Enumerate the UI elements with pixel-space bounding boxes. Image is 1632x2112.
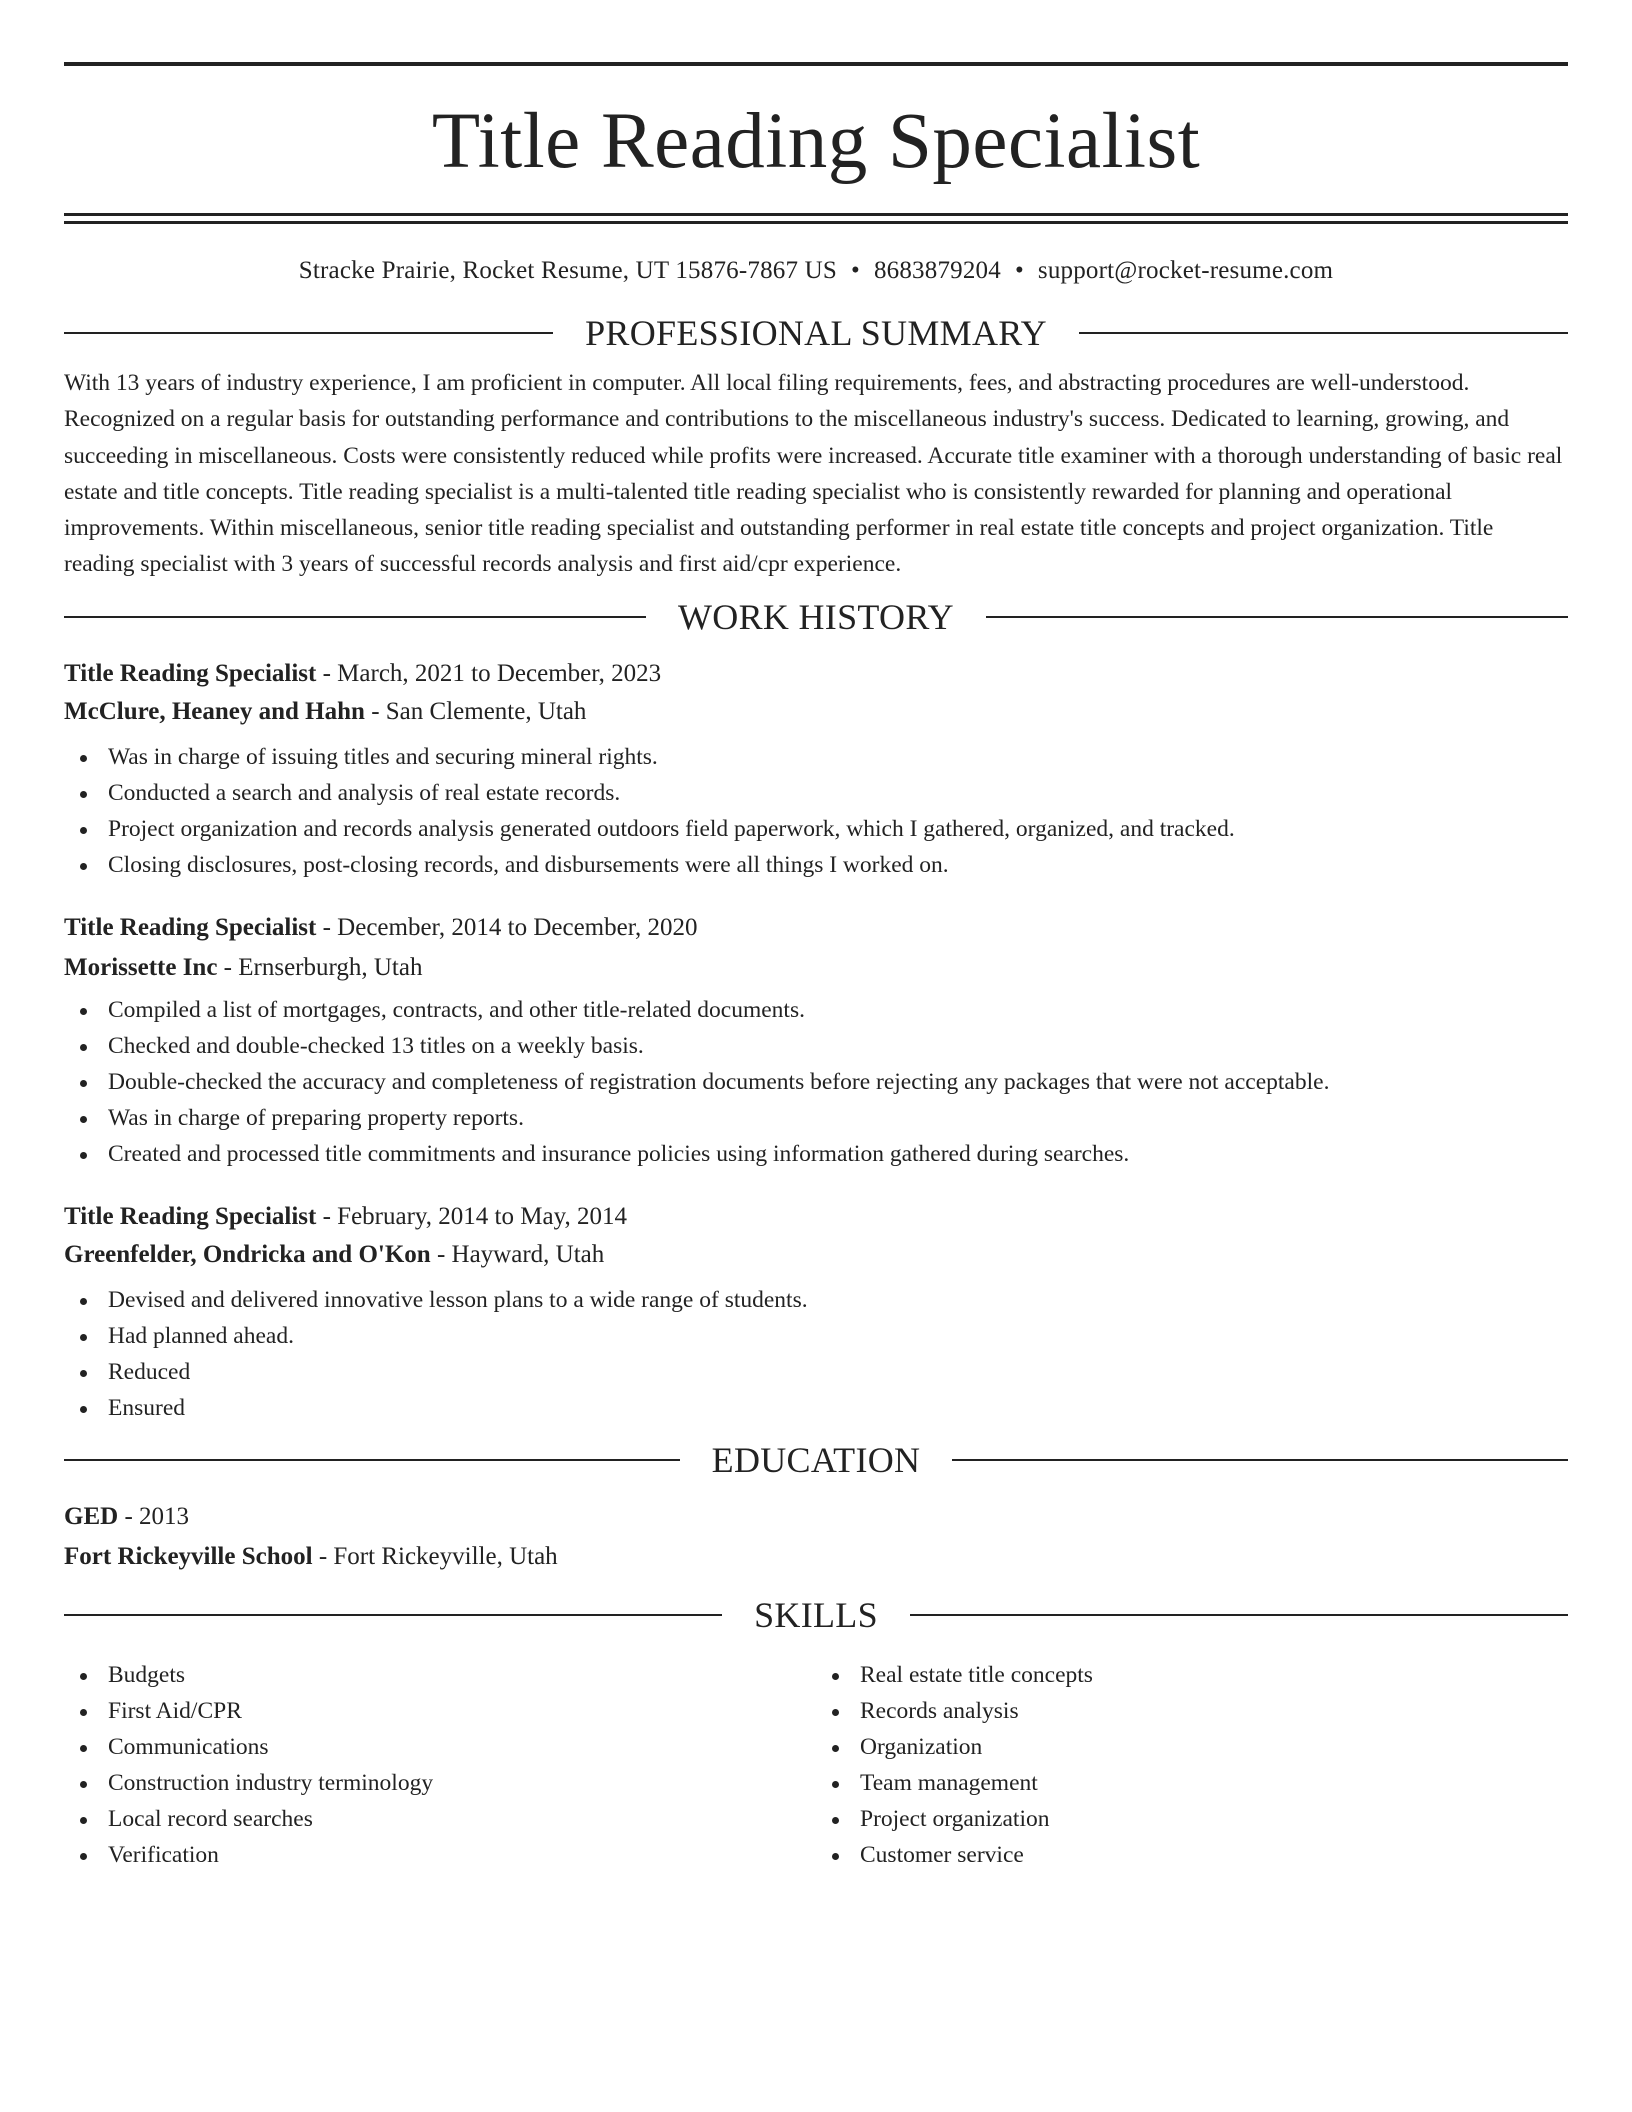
heading-rule-right xyxy=(952,1459,1568,1461)
job-bullet: Ensured xyxy=(64,1390,1568,1426)
summary-heading-label: PROFESSIONAL SUMMARY xyxy=(585,313,1047,353)
job-bullet: Compiled a list of mortgages, contracts, and other title-related documents. xyxy=(64,992,1568,1028)
job-bullets xyxy=(64,992,1568,1172)
job-bullet: Devised and delivered innovative lesson plans to a wide range of students. xyxy=(64,1282,1568,1318)
education-heading xyxy=(64,1440,1568,1480)
skills-list-right xyxy=(816,1657,1568,1873)
skill-item: Project organization xyxy=(816,1801,1568,1837)
job-bullet: Reduced xyxy=(64,1354,1568,1390)
summary-text: With 13 years of industry experience, I am proficient in computer. All local filing requirements, fees, and abstracting procedures are well-understood. Recognized on a regular basis for outstanding performance and contributions to the miscellaneous industry's success. Dedicated to learning, growing, and succeeding in miscellaneous. Costs were consistently reduced while profits were increased. Accurate title examiner with a thorough understanding of basic real estate and title concepts. Title reading specialist is a multi-talented title reading specialist who is consistently rewarded for planning and operational improvements. Within miscellaneous, senior title reading specialist and outstanding performer in real estate title concepts and project organization. Title reading specialist with 3 years of successful records analysis and first aid/cpr experience. xyxy=(64,370,1563,578)
education-school-line xyxy=(64,1544,1568,1569)
skill-item: Verification xyxy=(64,1837,816,1873)
skill-item: Local record searches xyxy=(64,1801,816,1837)
contact-phone: 8683879204 xyxy=(873,257,1001,284)
job-bullet: Had planned ahead. xyxy=(64,1318,1568,1354)
education-school: Fort Rickeyville School xyxy=(64,1542,313,1570)
job-bullet: Conducted a search and analysis of real estate records. xyxy=(64,775,1568,811)
heading-rule-left xyxy=(64,1614,722,1616)
job-dates: - December, 2014 to December, 2020 xyxy=(316,913,698,941)
education-degree-line xyxy=(64,1504,1568,1529)
work-heading xyxy=(64,597,1568,637)
job-company-line xyxy=(64,955,1568,980)
contact-separator: • xyxy=(851,257,860,284)
job-bullet: Closing disclosures, post-closing records, and disbursements were all things I worked on. xyxy=(64,847,1568,883)
education-heading-label: EDUCATION xyxy=(711,1439,921,1480)
education-year: - 2013 xyxy=(118,1502,190,1530)
summary-heading xyxy=(64,313,1568,353)
resume-title: Title Reading Specialist xyxy=(431,98,1201,185)
heading-rule-right xyxy=(986,616,1568,618)
job-entry xyxy=(64,1204,1568,1426)
job-dates: - February, 2014 to May, 2014 xyxy=(316,1202,627,1230)
job-location: - Ernserburgh, Utah xyxy=(217,953,423,981)
skill-item: Budgets xyxy=(64,1657,816,1693)
skills-heading xyxy=(64,1595,1568,1635)
job-company-line xyxy=(64,699,1568,724)
job-bullet: Checked and double-checked 13 titles on a weekly basis. xyxy=(64,1028,1568,1064)
skill-item: Construction industry terminology xyxy=(64,1765,816,1801)
job-entry xyxy=(64,661,1568,883)
job-title-line xyxy=(64,1204,1568,1229)
skill-item: Real estate title concepts xyxy=(816,1657,1568,1693)
heading-rule-right xyxy=(1079,332,1568,334)
skill-item: Customer service xyxy=(816,1837,1568,1873)
education-entry xyxy=(64,1504,1568,1569)
job-title: Title Reading Specialist xyxy=(64,1202,317,1230)
job-title: Title Reading Specialist xyxy=(64,659,317,687)
skills-list-left xyxy=(64,1657,816,1873)
skills-column-left xyxy=(64,1657,816,1873)
skills-grid xyxy=(64,1657,1568,1873)
contact-line xyxy=(64,258,1568,283)
heading-rule-left xyxy=(64,616,646,618)
education-degree: GED xyxy=(64,1502,119,1530)
skill-item: Organization xyxy=(816,1729,1568,1765)
contact-email[interactable]: support@rocket-resume.com xyxy=(1037,257,1334,284)
heading-rule-left xyxy=(64,1459,680,1461)
job-bullet: Double-checked the accuracy and completeness of registration documents before rejecting any packages that were not acceptable. xyxy=(64,1064,1568,1100)
job-bullet: Created and processed title commitments and insurance policies using information gathered during searches. xyxy=(64,1136,1568,1172)
job-bullets xyxy=(64,1282,1568,1426)
heading-rule-right xyxy=(910,1614,1568,1616)
skill-item: Communications xyxy=(64,1729,816,1765)
contact-address: Stracke Prairie, Rocket Resume, UT 15876-7867 US xyxy=(298,257,837,284)
job-entry xyxy=(64,915,1568,1172)
skills-heading-label: SKILLS xyxy=(754,1594,878,1635)
job-company: Morissette Inc xyxy=(64,953,218,981)
job-company-line xyxy=(64,1242,1568,1267)
skill-item: First Aid/CPR xyxy=(64,1693,816,1729)
contact-separator: • xyxy=(1014,257,1024,284)
skill-item: Team management xyxy=(816,1765,1568,1801)
job-bullets xyxy=(64,739,1568,883)
title-double-rule xyxy=(64,213,1568,224)
top-rule xyxy=(64,62,1568,66)
education-location: - Fort Rickeyville, Utah xyxy=(312,1542,558,1570)
job-title-line xyxy=(64,661,1568,686)
job-company: McClure, Heaney and Hahn xyxy=(64,697,365,725)
job-company: Greenfelder, Ondricka and O'Kon xyxy=(64,1240,431,1268)
job-bullet: Project organization and records analysis generated outdoors field paperwork, which I gathered, organized, and tracked. xyxy=(64,811,1568,847)
job-bullet: Was in charge of preparing property reports. xyxy=(64,1100,1568,1136)
work-heading-label: WORK HISTORY xyxy=(678,596,954,637)
job-bullet: Was in charge of issuing titles and securing mineral rights. xyxy=(64,739,1568,775)
job-title: Title Reading Specialist xyxy=(64,913,317,941)
skill-item: Records analysis xyxy=(816,1693,1568,1729)
job-dates: - March, 2021 to December, 2023 xyxy=(316,659,662,687)
job-location: - San Clemente, Utah xyxy=(364,697,587,725)
job-location: - Hayward, Utah xyxy=(430,1240,605,1268)
job-title-line xyxy=(64,915,1568,940)
skills-column-right xyxy=(816,1657,1568,1873)
heading-rule-left xyxy=(64,332,553,334)
